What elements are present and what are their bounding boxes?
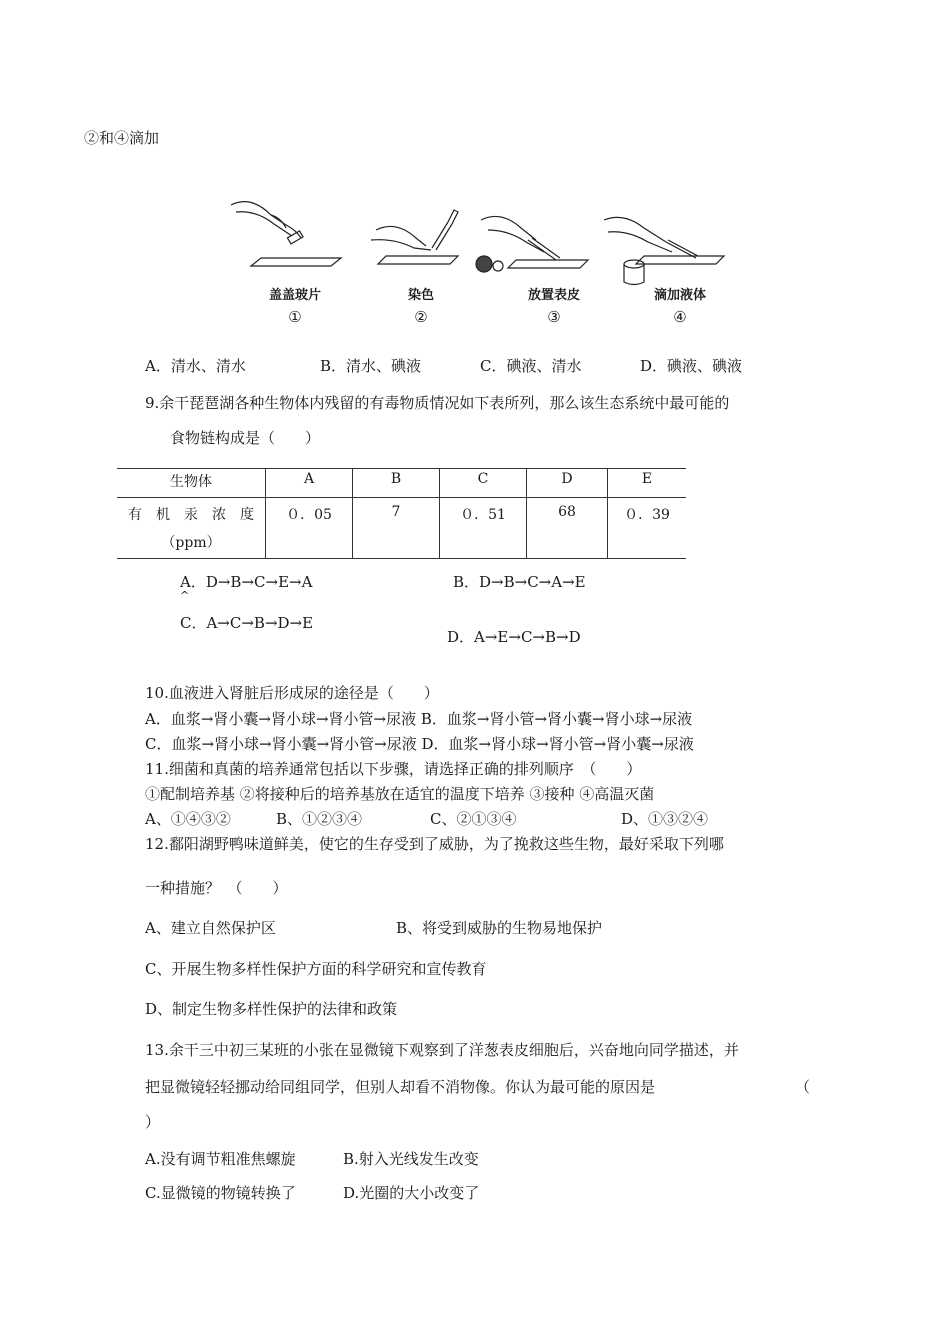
q9-option-b: B．D→B→C→A→E <box>453 573 586 591</box>
q13-option-d: D.光圈的大小改变了 <box>343 1184 480 1202</box>
q11-option-b: B、①②③④ <box>276 810 363 828</box>
q12-option-a: A、建立自然保护区 <box>145 919 276 937</box>
caption-1: 盖盖玻片 <box>268 288 321 303</box>
q9-stem-line2: 食物链构成是（ ） <box>170 429 321 447</box>
toxin-table <box>117 468 686 559</box>
procedure-figure <box>226 190 736 330</box>
q11-option-d: D、①③②④ <box>621 810 709 828</box>
q10-options-line1: A．血浆→肾小囊→肾小球→肾小管→尿液 B．血浆→肾小管→肾小囊→肾小球→尿液 <box>145 710 693 728</box>
q8-option-c: C．碘液、清水 <box>480 357 582 375</box>
q11-option-a: A、①④③② <box>145 810 231 828</box>
q9-stem-line1: 9.余干琵琶湖各种生物体内残留的有毒物质情况如下表所列，那么该生态系统中最可能的 <box>145 394 730 412</box>
table-cell: 7 <box>353 498 440 559</box>
table-header-row <box>117 469 686 498</box>
answer-paren-open: （ <box>795 1078 811 1096</box>
q11-option-c: C、②①③④ <box>430 810 517 828</box>
value-label-line2: （ppm） <box>161 535 221 551</box>
q12-option-d: D、制定生物多样性保护的法律和政策 <box>145 1000 398 1018</box>
caption-4: 滴加液体 <box>653 288 706 303</box>
table-row <box>117 498 686 559</box>
table-cell: ０．51 <box>440 498 527 559</box>
table-cell: ０．39 <box>608 498 687 559</box>
q9-option-d: D．A→E→C→B→D <box>447 628 581 646</box>
table-cell: 68 <box>527 498 608 559</box>
figure-number-3: ③ <box>547 308 561 326</box>
table-cell: 生物体 <box>117 469 266 498</box>
q9-option-a: A．D→B→C→E→A <box>180 573 313 591</box>
stray-mark: ^ <box>180 589 190 602</box>
answer-paren-close: ） <box>145 1113 161 1131</box>
table-cell: E <box>608 469 687 498</box>
q12-option-b: B、将受到威胁的生物易地保护 <box>396 919 603 937</box>
q12-option-c: C、开展生物多样性保护方面的科学研究和宣传教育 <box>145 960 487 978</box>
q11-steps: ①配制培养基 ②将接种后的培养基放在适宜的温度下培养 ③接种 ④高温灭菌 <box>145 785 655 803</box>
table-cell: B <box>353 469 440 498</box>
q10-stem: 10.血液进入肾脏后形成尿的途径是（ ） <box>145 684 439 702</box>
value-label-line1: 有 机 汞 浓 度 <box>128 507 254 523</box>
q13-option-c: C.显微镜的物镜转换了 <box>145 1184 296 1202</box>
table-cell <box>117 498 266 559</box>
q9-option-c: C．A→C→B→D→E <box>180 614 314 632</box>
q11-stem: 11.细菌和真菌的培养通常包括以下步骤，请选择正确的排列顺序 （ ） <box>145 760 642 778</box>
table-cell: A <box>266 469 353 498</box>
caption-3: 放置表皮 <box>527 288 580 303</box>
q13-option-a: A.没有调节粗准焦螺旋 <box>145 1150 296 1168</box>
q8-option-a: A．清水、清水 <box>145 357 246 375</box>
caption-2: 染色 <box>407 288 434 303</box>
figure-number-2: ② <box>414 308 428 326</box>
q12-stem-line2: 一种措施？ （ ） <box>145 879 288 897</box>
q8-fragment: ②和④滴加 <box>84 129 160 147</box>
q13-option-b: B.射入光线发生改变 <box>343 1150 479 1168</box>
q8-option-b: B．清水、碘液 <box>320 357 422 375</box>
table-cell: D <box>527 469 608 498</box>
q13-stem-line1: 13.余干三中初三某班的小张在显微镜下观察到了洋葱表皮细胞后，兴奋地向同学描述，并 <box>145 1041 739 1059</box>
figure-number-1: ① <box>288 308 302 326</box>
q12-stem-line1: 12.鄱阳湖野鸭味道鲜美，使它的生存受到了威胁，为了挽救这些生物，最好采取下列哪 <box>145 835 724 853</box>
figure-number-4: ④ <box>673 308 687 326</box>
table-cell: C <box>440 469 527 498</box>
q10-options-line2: C．血浆→肾小球→肾小囊→肾小管→尿液 D．血浆→肾小球→肾小管→肾小囊→尿液 <box>145 735 694 753</box>
table-cell: ０．05 <box>266 498 353 559</box>
q8-option-d: D．碘液、碘液 <box>640 357 743 375</box>
q13-stem-line2: 把显微镜轻轻挪动给同组同学，但别人却看不消物像。你认为最可能的原因是 <box>145 1078 656 1096</box>
